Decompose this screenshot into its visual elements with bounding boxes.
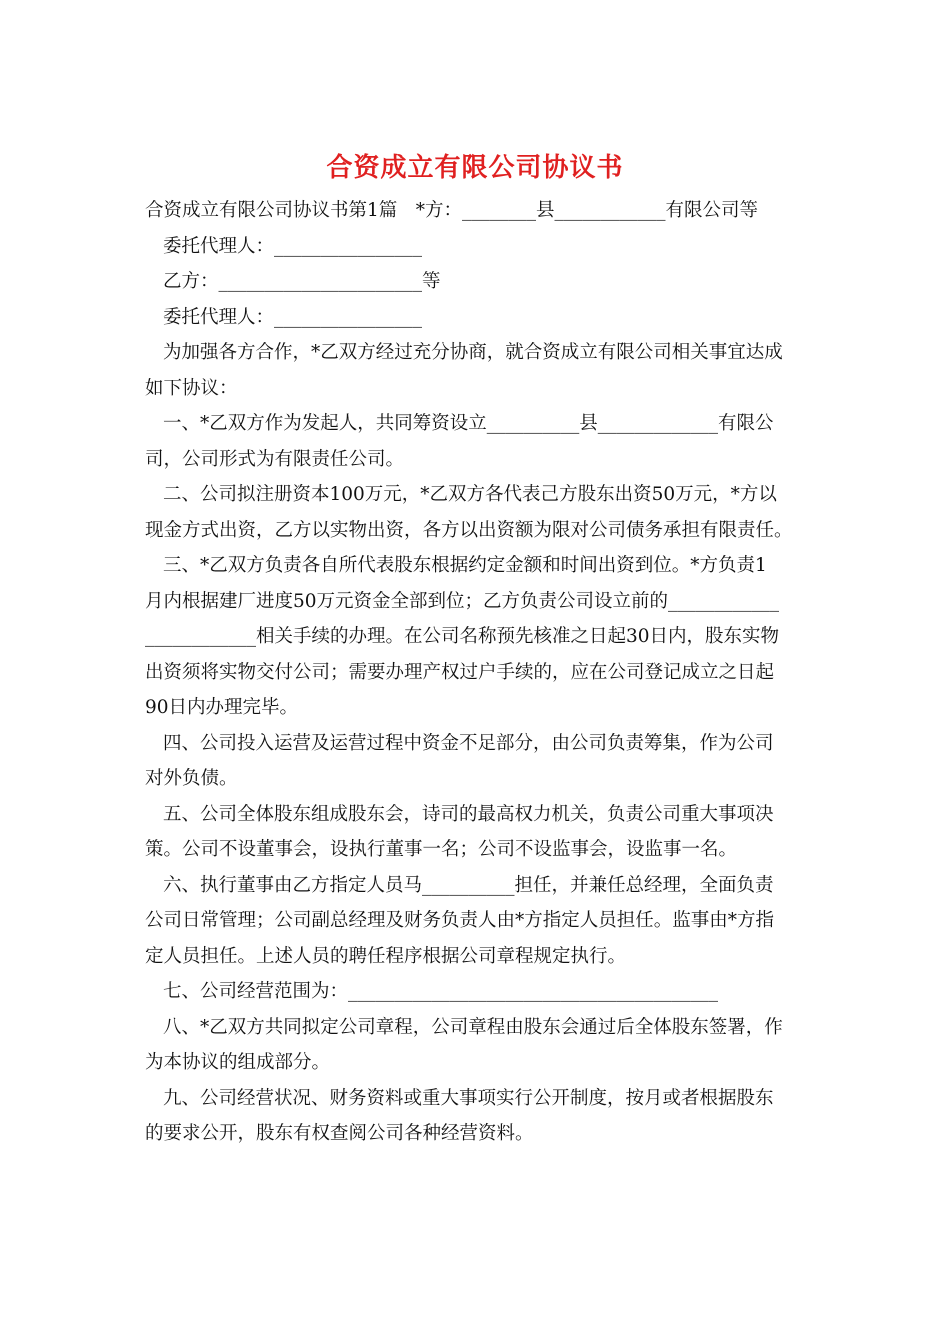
document-line: 司，公司形式为有限责任公司。 [145, 448, 405, 470]
document-line: 五、公司全体股东组成股东会，诗司的最高权力机关，负责公司重大事项决 [163, 803, 774, 825]
document-line: 八、*乙双方共同拟定公司章程，公司章程由股东会通过后全体股东签署，作 [163, 1016, 783, 1038]
document-title: 合资成立有限公司协议书 [326, 153, 624, 183]
document-line: 委托代理人：________________ [163, 235, 423, 257]
document-line: 合资成立有限公司协议书第1篇 *方：________县____________有限公司等 [145, 200, 759, 221]
document-line: 为本协议的组成部分。 [145, 1052, 331, 1073]
document-line: 三、*乙双方负责各自所代表股东根据约定金额和时间出资到位。*方负责1 [163, 555, 767, 576]
document-line: 委托代理人：________________ [163, 306, 423, 328]
document-line: 90日内办理完毕。 [145, 697, 299, 718]
document-body [145, 193, 805, 1152]
document-line: 对外负债。 [145, 768, 238, 789]
document-line: 出资须将实物交付公司；需要办理产权过户手续的，应在公司登记成立之日起 [145, 661, 775, 683]
document-line: 策。公司不设董事会，设执行董事一名；公司不设监事会，设监事一名。 [145, 839, 738, 860]
document-line: 七、公司经营范围为：________________________________________ [163, 981, 719, 1002]
document-line: ____________相关手续的办理。在公司名称预先核准之日起30日内，股东实物 [145, 626, 780, 647]
document-line: 六、执行董事由乙方指定人员马__________担任，并兼任总经理，全面负责 [163, 874, 774, 896]
document-line: 九、公司经营状况、财务资料或重大事项实行公开制度，按月或者根据股东 [163, 1087, 774, 1109]
document-line: 乙方：______________________等 [163, 271, 441, 292]
document-line: 现金方式出资，乙方以实物出资，各方以出资额为限对公司债务承担有限责任。 [145, 519, 793, 541]
document-line: 公司日常管理；公司副总经理及财务负责人由*方指定人员担任。监事由*方指 [145, 910, 775, 931]
document-line: 四、公司投入运营及运营过程中资金不足部分，由公司负责筹集，作为公司 [163, 732, 774, 754]
document-line: 二、公司拟注册资本100万元，*乙双方各代表己方股东出资50万元，*方以 [163, 484, 777, 505]
document-line: 为加强各方合作，*乙双方经过充分协商，就合资成立有限公司相关事宜达成 [163, 342, 783, 363]
document-line: 定人员担任。上述人员的聘任程序根据公司章程规定执行。 [145, 945, 627, 967]
document-line: 的要求公开，股东有权查阅公司各种经营资料。 [145, 1123, 534, 1144]
document-line: 月内根据建厂进度50万元资金全部到位；乙方负责公司设立前的____________ [145, 590, 780, 612]
document-line: 如下协议： [145, 377, 238, 399]
document-line: 一、*乙双方作为发起人，共同筹资设立__________县_____________有限公 [163, 413, 774, 434]
